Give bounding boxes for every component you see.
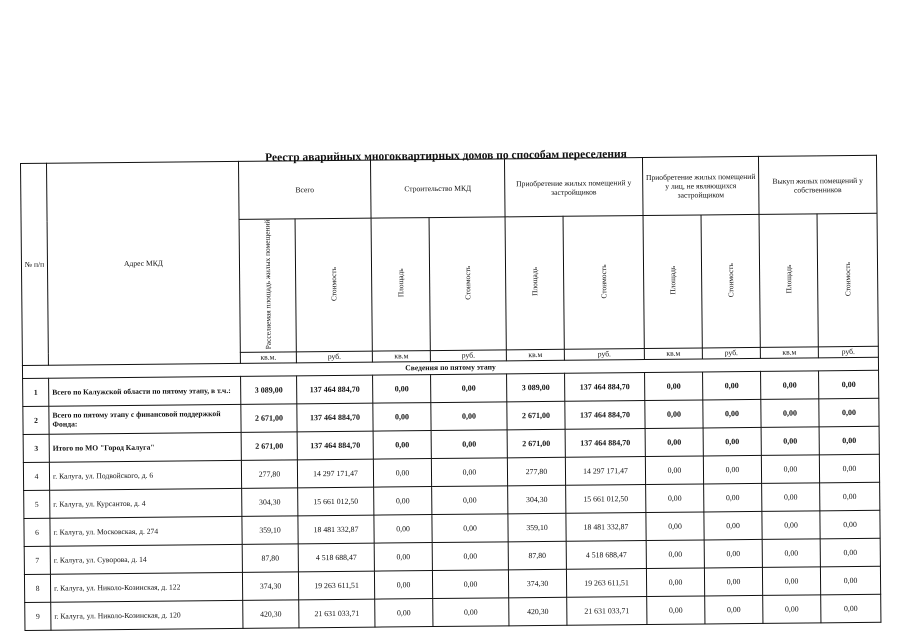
row-number: 9	[25, 602, 51, 630]
row-value: 0,00	[432, 542, 508, 571]
row-value: 0,00	[763, 595, 821, 624]
row-value: 0,00	[645, 400, 703, 429]
header-num: № п/п	[21, 163, 49, 365]
row-value: 0,00	[703, 427, 761, 456]
row-value: 0,00	[703, 371, 761, 400]
row-value: 0,00	[646, 512, 704, 541]
header-address: Адрес МКД	[47, 161, 241, 365]
row-value: 137 464 884,70	[565, 400, 645, 429]
row-value: 0,00	[820, 482, 880, 511]
row-value: 87,80	[242, 544, 298, 573]
row-value: 0,00	[373, 430, 431, 459]
header-subcol: Площадь	[759, 214, 818, 347]
row-number: 3	[23, 434, 49, 462]
row-value: 21 631 033,71	[567, 596, 647, 625]
header-unit: кв.м	[644, 348, 702, 360]
row-value: 420,30	[509, 597, 567, 626]
row-value: 420,30	[243, 600, 299, 629]
row-value: 137 464 884,70	[297, 375, 373, 404]
header-subcol: Стоимость	[701, 214, 760, 347]
row-address: г. Калуга, ул. Суворова, д. 14	[50, 544, 242, 574]
row-address: г. Калуга, ул. Подвойского, д. 6	[49, 460, 241, 490]
row-value: 15 661 012,50	[566, 484, 646, 513]
row-value: 0,00	[762, 511, 820, 540]
row-value: 304,30	[242, 488, 298, 517]
row-value: 0,00	[819, 454, 879, 483]
row-value: 0,00	[431, 374, 507, 403]
row-address: Итого по МО "Город Калуга"	[49, 432, 241, 462]
row-value: 4 518 688,47	[566, 540, 646, 569]
row-value: 4 518 688,47	[298, 543, 374, 572]
row-value: 18 481 332,87	[298, 515, 374, 544]
row-value: 19 263 611,51	[566, 568, 646, 597]
header-subcol: Стоимость	[429, 217, 506, 350]
row-value: 15 661 012,50	[298, 487, 374, 516]
row-value: 3 089,00	[241, 376, 297, 405]
row-value: 0,00	[704, 567, 762, 596]
row-value: 359,10	[242, 516, 298, 545]
row-value: 0,00	[820, 510, 880, 539]
row-value: 137 464 884,70	[565, 372, 645, 401]
header-unit: кв.м	[372, 350, 430, 362]
header-unit: руб.	[430, 350, 506, 362]
row-address: г. Калуга, ул. Николо-Козинская, д. 120	[51, 600, 243, 630]
row-number: 4	[23, 462, 49, 490]
row-value: 0,00	[373, 458, 431, 487]
row-value: 374,30	[242, 572, 298, 601]
row-address: г. Калуга, ул. Курсантов, д. 4	[50, 488, 242, 518]
row-value: 0,00	[432, 486, 508, 515]
row-value: 277,80	[241, 460, 297, 489]
row-number: 5	[24, 490, 50, 518]
row-value: 0,00	[433, 598, 509, 627]
row-value: 0,00	[432, 514, 508, 543]
row-address: Всего по пятому этапу с финансовой поддержкой Фонда:	[49, 404, 241, 434]
row-value: 0,00	[645, 456, 703, 485]
row-value: 0,00	[819, 370, 879, 399]
row-value: 14 297 171,47	[297, 459, 373, 488]
header-subcol: Расселяемая площадь жилых помещений	[239, 219, 296, 352]
header-unit: кв.м	[506, 349, 564, 361]
row-value: 0,00	[820, 566, 880, 595]
row-number: 1	[23, 378, 49, 406]
row-value: 0,00	[374, 514, 432, 543]
header-unit: кв.м	[760, 347, 818, 359]
row-value: 0,00	[645, 372, 703, 401]
header-unit: руб.	[818, 346, 878, 358]
row-number: 2	[23, 406, 49, 434]
row-value: 18 481 332,87	[566, 512, 646, 541]
row-address: г. Калуга, ул. Николо-Козинская, д. 122	[50, 572, 242, 602]
row-value: 0,00	[761, 455, 819, 484]
row-value: 0,00	[647, 596, 705, 625]
row-value: 0,00	[819, 426, 879, 455]
row-value: 137 464 884,70	[297, 431, 373, 460]
row-value: 0,00	[703, 399, 761, 428]
row-value: 0,00	[374, 542, 432, 571]
row-value: 0,00	[432, 570, 508, 599]
row-value: 304,30	[508, 485, 566, 514]
row-value: 0,00	[762, 539, 820, 568]
row-value: 0,00	[705, 595, 763, 624]
header-unit: руб.	[564, 348, 644, 360]
header-unit: руб.	[296, 351, 372, 363]
row-value: 0,00	[373, 402, 431, 431]
row-value: 0,00	[646, 568, 704, 597]
row-value: 0,00	[375, 598, 433, 627]
row-value: 87,80	[508, 541, 566, 570]
row-address: г. Калуга, ул. Московская, д. 274	[50, 516, 242, 546]
row-value: 21 631 033,71	[299, 599, 375, 628]
row-value: 359,10	[508, 513, 566, 542]
row-number: 6	[24, 518, 50, 546]
row-value: 14 297 171,47	[565, 456, 645, 485]
row-value: 277,80	[507, 457, 565, 486]
row-value: 0,00	[431, 402, 507, 431]
header-subcol: Стоимость	[563, 216, 644, 349]
row-value: 0,00	[704, 511, 762, 540]
row-value: 0,00	[820, 538, 880, 567]
row-value: 0,00	[761, 427, 819, 456]
row-value: 374,30	[508, 569, 566, 598]
header-group-total: Всего	[238, 160, 371, 219]
header-subcol: Площадь	[371, 218, 430, 351]
row-value: 0,00	[703, 455, 761, 484]
row-value: 0,00	[646, 540, 704, 569]
header-group-construction: Строительство МКД	[370, 159, 505, 218]
row-value: 0,00	[761, 399, 819, 428]
row-value: 2 671,00	[507, 429, 565, 458]
row-value: 0,00	[704, 539, 762, 568]
row-address: Всего по Калужской области по пятому этапу, в т.ч.:	[49, 376, 241, 406]
header-unit: руб.	[702, 347, 760, 359]
row-value: 0,00	[821, 594, 881, 623]
row-value: 0,00	[819, 398, 879, 427]
header-unit: кв.м.	[240, 352, 296, 364]
header-group-buyout: Выкуп жилых помещений у собственников	[758, 155, 877, 214]
row-value: 19 263 611,51	[298, 571, 374, 600]
row-number: 8	[24, 574, 50, 602]
row-value: 0,00	[762, 567, 820, 596]
header-group-non-developers: Приобретение жилых помещений у лиц, не являющихся застройщиком	[642, 156, 759, 215]
row-value: 137 464 884,70	[297, 403, 373, 432]
row-value: 0,00	[761, 371, 819, 400]
header-subcol: Площадь	[643, 215, 702, 348]
section-title: Сведения по пятому этапу	[22, 357, 878, 378]
row-value: 0,00	[373, 374, 431, 403]
row-value: 0,00	[431, 458, 507, 487]
row-value: 2 671,00	[241, 404, 297, 433]
row-value: 0,00	[646, 484, 704, 513]
row-value: 0,00	[762, 483, 820, 512]
header-subcol: Стоимость	[817, 213, 878, 346]
header-subcol: Площадь	[505, 216, 564, 349]
row-value: 3 089,00	[507, 373, 565, 402]
header-subcol: Стоимость	[295, 218, 372, 351]
row-value: 0,00	[645, 428, 703, 457]
row-value: 0,00	[374, 570, 432, 599]
row-value: 2 671,00	[507, 401, 565, 430]
header-group-developers: Приобретение жилых помещений у застройщиков	[504, 158, 643, 217]
row-number: 7	[24, 546, 50, 574]
row-value: 0,00	[431, 430, 507, 459]
row-value: 137 464 884,70	[565, 428, 645, 457]
row-value: 2 671,00	[241, 432, 297, 461]
row-value: 0,00	[374, 486, 432, 515]
registry-table	[20, 155, 881, 631]
document-title: Реестр аварийных многоквартирных домов по способам переселения	[265, 148, 627, 164]
row-value: 0,00	[704, 483, 762, 512]
